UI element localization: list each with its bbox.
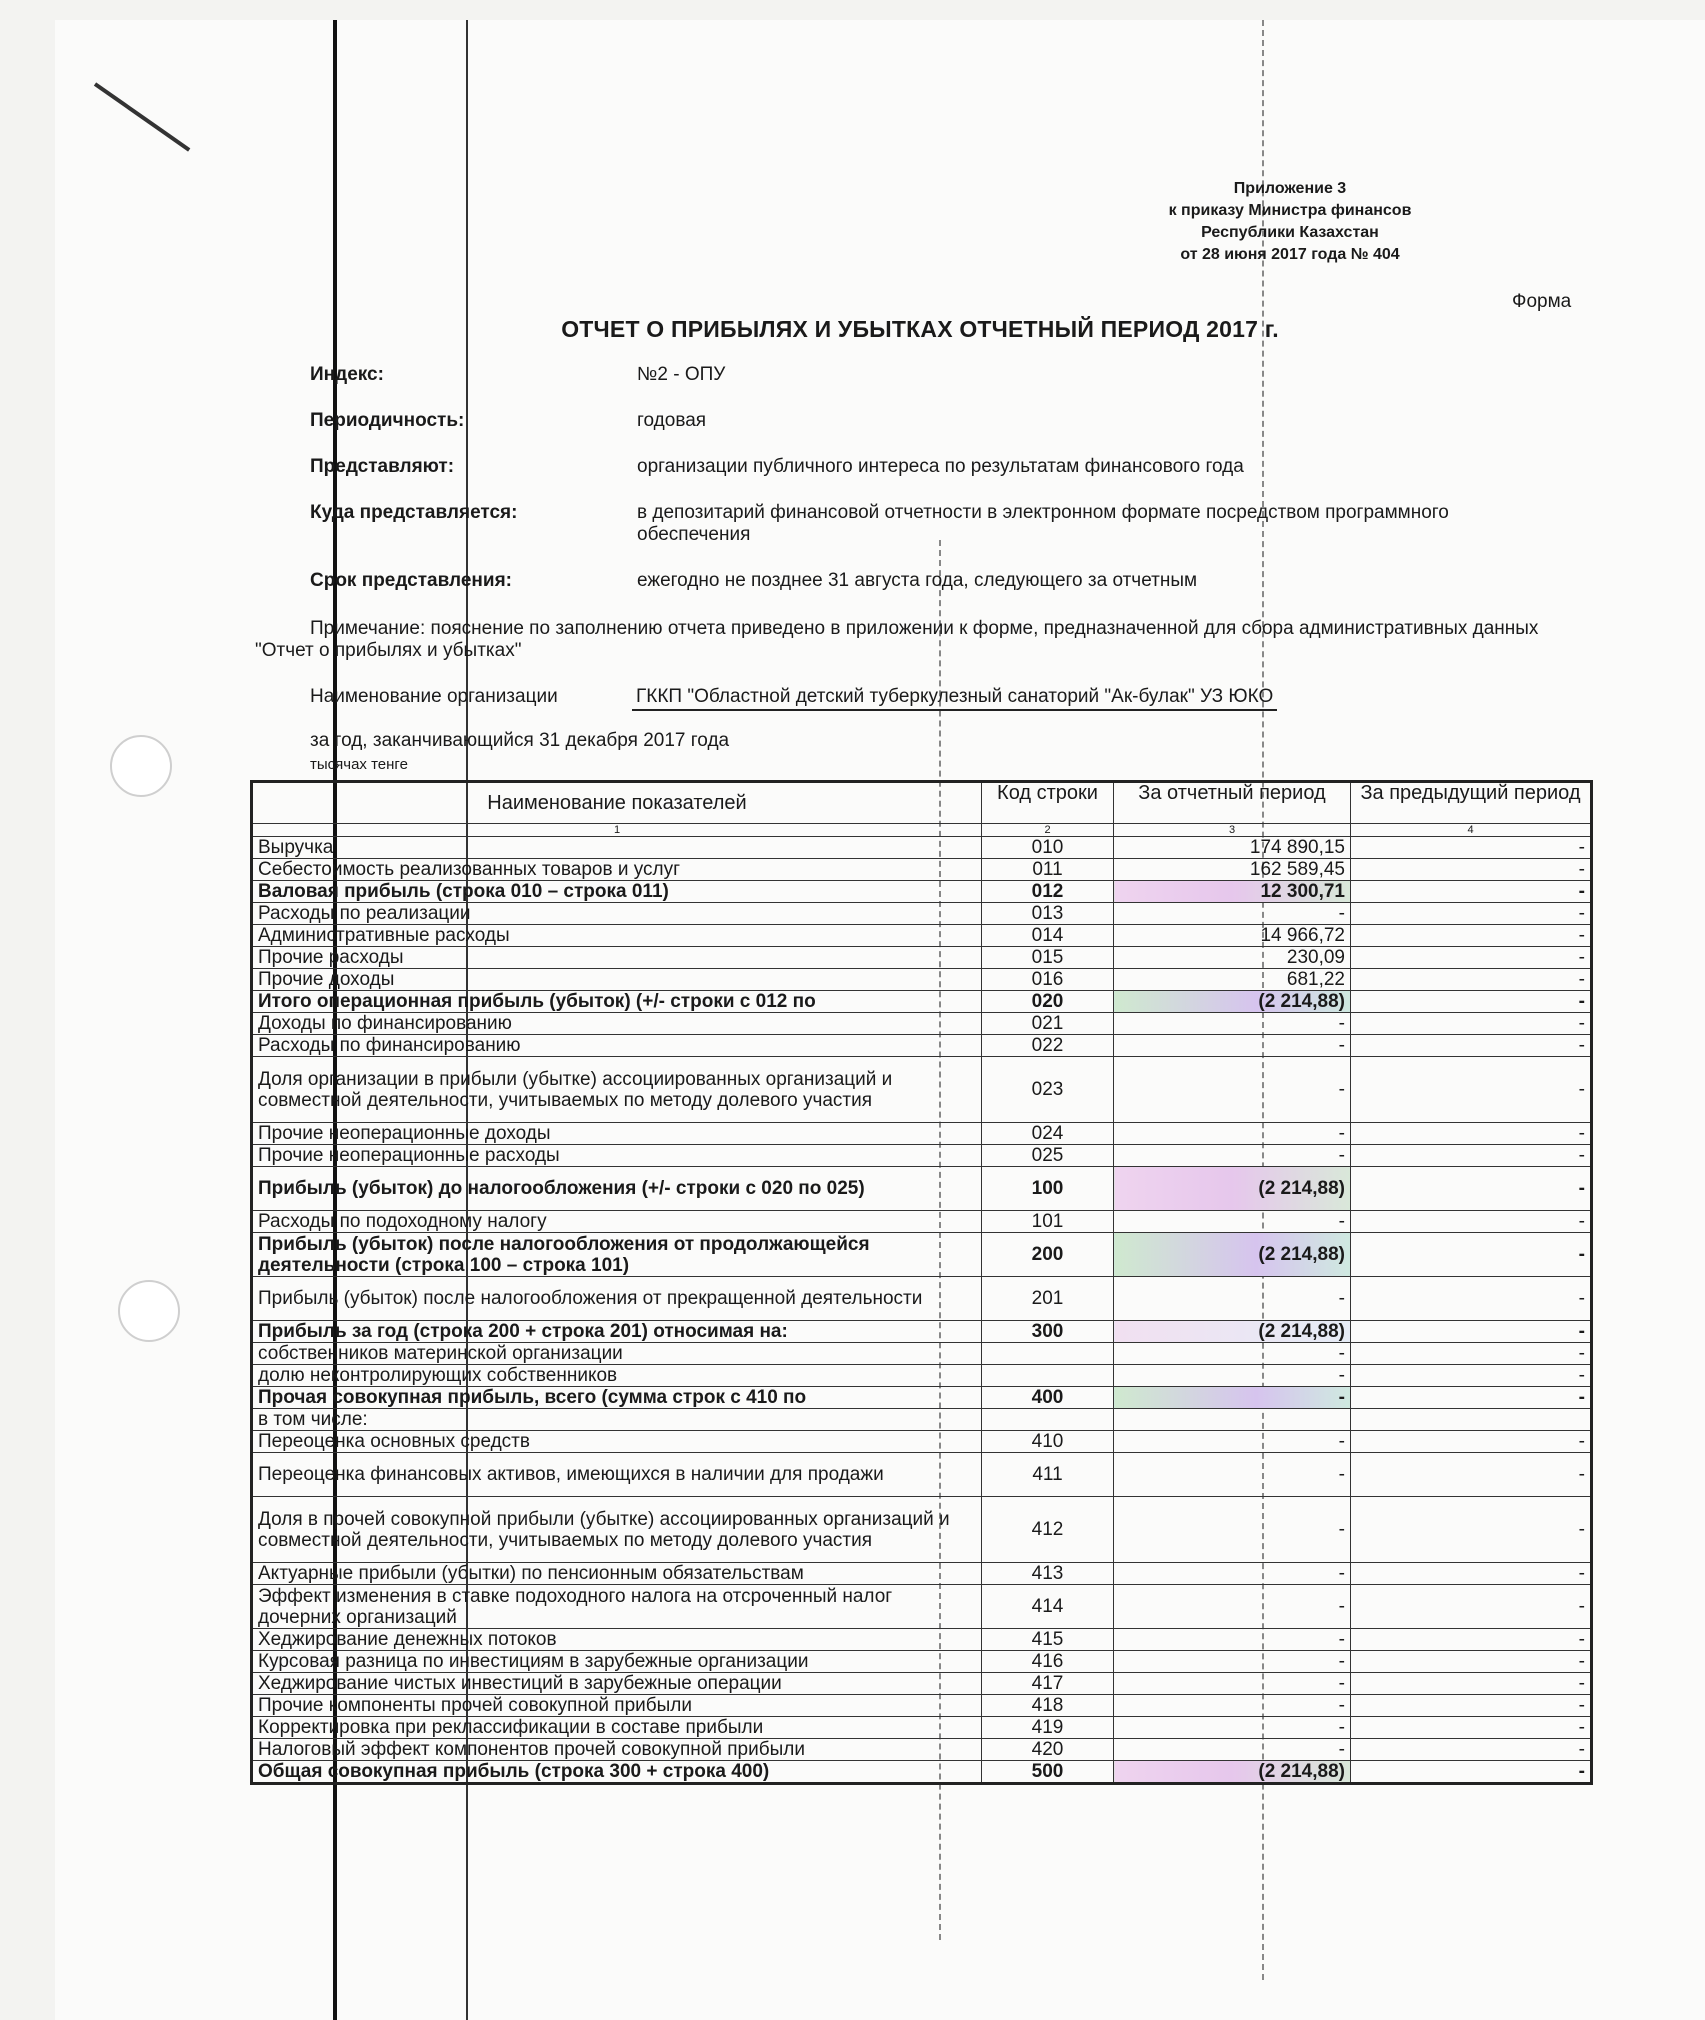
row-name: Расходы по подоходному налогу bbox=[252, 1211, 982, 1233]
row-code: 023 bbox=[982, 1057, 1114, 1123]
row-previous-value: - bbox=[1351, 1717, 1592, 1739]
table-row bbox=[252, 1035, 1592, 1057]
table-row bbox=[252, 1211, 1592, 1233]
periodicity-value: годовая bbox=[637, 410, 707, 431]
row-previous-value: - bbox=[1351, 837, 1592, 859]
table-row bbox=[252, 1233, 1592, 1277]
table-row bbox=[252, 1321, 1592, 1343]
header-current: За отчетный период bbox=[1114, 782, 1351, 824]
table-row bbox=[252, 881, 1592, 903]
row-current-value: - bbox=[1114, 1057, 1351, 1123]
row-previous-value: - bbox=[1351, 1343, 1592, 1365]
row-code bbox=[982, 1343, 1114, 1365]
header-name: Наименование показателей bbox=[252, 782, 982, 824]
row-name: Расходы по финансированию bbox=[252, 1035, 982, 1057]
row-previous-value: - bbox=[1351, 1365, 1592, 1387]
row-name: Доля в прочей совокупной прибыли (убытке) ассоциированных организаций и совместной деятельности, учитываемых по методу долевого участия bbox=[252, 1497, 982, 1563]
table-row bbox=[252, 1409, 1592, 1431]
index-value: №2 - ОПУ bbox=[637, 364, 726, 385]
row-previous-value: - bbox=[1351, 859, 1592, 881]
table-row bbox=[252, 1123, 1592, 1145]
submitters-value: организации публичного интереса по результатам финансового года bbox=[637, 456, 1244, 477]
row-current-value: - bbox=[1114, 1453, 1351, 1497]
row-current-value: - bbox=[1114, 1035, 1351, 1057]
col-number: 3 bbox=[1114, 824, 1351, 837]
row-name: Расходы по реализации bbox=[252, 903, 982, 925]
punch-hole-bottom bbox=[118, 1280, 180, 1342]
row-current-value: - bbox=[1114, 1145, 1351, 1167]
appendix-reference bbox=[1050, 178, 1530, 266]
row-code: 410 bbox=[982, 1431, 1114, 1453]
row-previous-value: - bbox=[1351, 1453, 1592, 1497]
row-current-value: (2 214,88) bbox=[1114, 1233, 1351, 1277]
row-code: 417 bbox=[982, 1673, 1114, 1695]
table-row bbox=[252, 903, 1592, 925]
row-current-value: - bbox=[1114, 1013, 1351, 1035]
row-current-value: 162 589,45 bbox=[1114, 859, 1351, 881]
row-code: 411 bbox=[982, 1453, 1114, 1497]
row-current-value: 681,22 bbox=[1114, 969, 1351, 991]
row-code: 415 bbox=[982, 1629, 1114, 1651]
row-previous-value: - bbox=[1351, 1431, 1592, 1453]
row-name: Хеджирование денежных потоков bbox=[252, 1629, 982, 1651]
deadline-label: Срок представления: bbox=[310, 570, 513, 591]
row-code: 022 bbox=[982, 1035, 1114, 1057]
row-previous-value: - bbox=[1351, 1497, 1592, 1563]
row-name: Актуарные прибыли (убытки) по пенсионным обязательствам bbox=[252, 1563, 982, 1585]
row-name: Прочая совокупная прибыль, всего (сумма строк с 410 по bbox=[252, 1387, 982, 1409]
table-row bbox=[252, 1145, 1592, 1167]
row-current-value: - bbox=[1114, 1343, 1351, 1365]
row-previous-value: - bbox=[1351, 1035, 1592, 1057]
row-current-value: - bbox=[1114, 1717, 1351, 1739]
row-code: 400 bbox=[982, 1387, 1114, 1409]
table-row bbox=[252, 991, 1592, 1013]
table-row bbox=[252, 1717, 1592, 1739]
index-label: Индекс: bbox=[310, 364, 384, 385]
row-previous-value: - bbox=[1351, 1563, 1592, 1585]
table-row bbox=[252, 837, 1592, 859]
row-previous-value: - bbox=[1351, 1761, 1592, 1784]
table-row bbox=[252, 969, 1592, 991]
row-previous-value: - bbox=[1351, 1057, 1592, 1123]
row-current-value: - bbox=[1114, 1365, 1351, 1387]
row-previous-value: - bbox=[1351, 1739, 1592, 1761]
row-previous-value: - bbox=[1351, 1321, 1592, 1343]
punch-hole-top bbox=[110, 735, 172, 797]
row-name: Корректировка при реклассификации в составе прибыли bbox=[252, 1717, 982, 1739]
row-code: 413 bbox=[982, 1563, 1114, 1585]
row-previous-value: - bbox=[1351, 903, 1592, 925]
row-previous-value: - bbox=[1351, 881, 1592, 903]
table-row bbox=[252, 1497, 1592, 1563]
row-code: 420 bbox=[982, 1739, 1114, 1761]
row-previous-value: - bbox=[1351, 991, 1592, 1013]
row-previous-value: - bbox=[1351, 947, 1592, 969]
appendix-line-4: от 28 июня 2017 года № 404 bbox=[1180, 246, 1400, 263]
row-name: Переоценка основных средств bbox=[252, 1431, 982, 1453]
row-code: 416 bbox=[982, 1651, 1114, 1673]
row-current-value: (2 214,88) bbox=[1114, 991, 1351, 1013]
table-row bbox=[252, 1277, 1592, 1321]
row-previous-value bbox=[1351, 1409, 1592, 1431]
row-name: собственников материнской организации bbox=[252, 1343, 982, 1365]
report-table bbox=[250, 780, 1593, 1785]
row-name: Прочие неоперационные доходы bbox=[252, 1123, 982, 1145]
row-name: в том числе: bbox=[252, 1409, 982, 1431]
row-name: Прочие компоненты прочей совокупной прибыли bbox=[252, 1695, 982, 1717]
row-code bbox=[982, 1365, 1114, 1387]
row-code: 418 bbox=[982, 1695, 1114, 1717]
row-name: Итого операционная прибыль (убыток) (+/- строки с 012 по bbox=[252, 991, 982, 1013]
row-code: 500 bbox=[982, 1761, 1114, 1784]
row-name: Курсовая разница по инвестициям в зарубежные организации bbox=[252, 1651, 982, 1673]
row-code: 020 bbox=[982, 991, 1114, 1013]
row-name: Прибыль (убыток) до налогообложения (+/- строки с 020 по 025) bbox=[252, 1167, 982, 1211]
row-name: долю неконтролирующих собственников bbox=[252, 1365, 982, 1387]
row-name: Прочие доходы bbox=[252, 969, 982, 991]
table-row bbox=[252, 1563, 1592, 1585]
org-name: ГККП "Областной детский туберкулезный санаторий "Ак-булак" УЗ ЮКО bbox=[632, 686, 1277, 711]
row-name: Прибыль (убыток) после налогообложения от продолжающейся деятельности (строка 100 – строка 101) bbox=[252, 1233, 982, 1277]
table-row bbox=[252, 1673, 1592, 1695]
row-previous-value: - bbox=[1351, 1123, 1592, 1145]
table-row bbox=[252, 859, 1592, 881]
row-code: 419 bbox=[982, 1717, 1114, 1739]
table-row bbox=[252, 1761, 1592, 1784]
org-label: Наименование организации bbox=[310, 686, 558, 707]
row-current-value: - bbox=[1114, 1673, 1351, 1695]
appendix-line-1: Приложение 3 bbox=[1233, 180, 1347, 197]
col-number: 2 bbox=[982, 824, 1114, 837]
row-previous-value: - bbox=[1351, 1233, 1592, 1277]
row-name: Переоценка финансовых активов, имеющихся в наличии для продажи bbox=[252, 1453, 982, 1497]
table-row bbox=[252, 1013, 1592, 1035]
col-number: 4 bbox=[1351, 824, 1592, 837]
row-current-value: 14 966,72 bbox=[1114, 925, 1351, 947]
row-current-value: - bbox=[1114, 1739, 1351, 1761]
row-code: 300 bbox=[982, 1321, 1114, 1343]
row-name: Прочие неоперационные расходы bbox=[252, 1145, 982, 1167]
row-name: Себестоимость реализованных товаров и услуг bbox=[252, 859, 982, 881]
report-body bbox=[252, 837, 1592, 1784]
table-row bbox=[252, 1057, 1592, 1123]
deadline-value: ежегодно не позднее 31 августа года, следующего за отчетным bbox=[637, 570, 1198, 591]
row-code: 013 bbox=[982, 903, 1114, 925]
row-code: 414 bbox=[982, 1585, 1114, 1629]
row-name: Хеджирование чистых инвестиций в зарубежные операции bbox=[252, 1673, 982, 1695]
row-current-value bbox=[1114, 1409, 1351, 1431]
row-name: Прочие расходы bbox=[252, 947, 982, 969]
where-label: Куда представляется: bbox=[310, 502, 518, 523]
row-code: 412 bbox=[982, 1497, 1114, 1563]
row-current-value: - bbox=[1114, 1211, 1351, 1233]
row-current-value: - bbox=[1114, 1563, 1351, 1585]
row-current-value: - bbox=[1114, 1585, 1351, 1629]
row-previous-value: - bbox=[1351, 1629, 1592, 1651]
row-name: Прибыль за год (строка 200 + строка 201) относимая на: bbox=[252, 1321, 982, 1343]
row-name: Доля организации в прибыли (убытке) ассоциированных организаций и совместной деятельности, учитываемых по методу долевого участия bbox=[252, 1057, 982, 1123]
table-row bbox=[252, 925, 1592, 947]
table-row bbox=[252, 1167, 1592, 1211]
row-previous-value: - bbox=[1351, 1387, 1592, 1409]
row-previous-value: - bbox=[1351, 925, 1592, 947]
table-row bbox=[252, 947, 1592, 969]
row-name: Налоговый эффект компонентов прочей совокупной прибыли bbox=[252, 1739, 982, 1761]
row-code: 024 bbox=[982, 1123, 1114, 1145]
row-code: 010 bbox=[982, 837, 1114, 859]
row-current-value: (2 214,88) bbox=[1114, 1321, 1351, 1343]
row-previous-value: - bbox=[1351, 1211, 1592, 1233]
table-row bbox=[252, 1387, 1592, 1409]
table-row bbox=[252, 1629, 1592, 1651]
row-previous-value: - bbox=[1351, 1277, 1592, 1321]
row-current-value: (2 214,88) bbox=[1114, 1167, 1351, 1211]
header-previous: За предыдущий период bbox=[1351, 782, 1592, 824]
row-current-value: - bbox=[1114, 1123, 1351, 1145]
row-name: Выручка bbox=[252, 837, 982, 859]
note-text: Примечание: пояснение по заполнению отчета приведено в приложении к форме, предназначенной для сбора административных данных "Отчет о прибылях и убытках" bbox=[255, 618, 1539, 661]
appendix-line-2: к приказу Министра финансов bbox=[1168, 202, 1412, 219]
row-previous-value: - bbox=[1351, 1145, 1592, 1167]
row-current-value: - bbox=[1114, 1651, 1351, 1673]
table-row bbox=[252, 1365, 1592, 1387]
row-name: Валовая прибыль (строка 010 – строка 011) bbox=[252, 881, 982, 903]
table-row bbox=[252, 1739, 1592, 1761]
row-previous-value: - bbox=[1351, 1013, 1592, 1035]
row-previous-value: - bbox=[1351, 1673, 1592, 1695]
row-code: 015 bbox=[982, 947, 1114, 969]
row-previous-value: - bbox=[1351, 1167, 1592, 1211]
row-name: Прибыль (убыток) после налогообложения от прекращенной деятельности bbox=[252, 1277, 982, 1321]
row-current-value: - bbox=[1114, 903, 1351, 925]
periodicity-label: Периодичность: bbox=[310, 410, 465, 431]
row-current-value: - bbox=[1114, 1277, 1351, 1321]
table-row bbox=[252, 1453, 1592, 1497]
row-current-value: 174 890,15 bbox=[1114, 837, 1351, 859]
where-value: в депозитарий финансовой отчетности в электронном формате посредством программного обеспечения bbox=[637, 502, 1449, 545]
row-current-value: - bbox=[1114, 1387, 1351, 1409]
table-row bbox=[252, 1431, 1592, 1453]
row-current-value: 12 300,71 bbox=[1114, 881, 1351, 903]
row-code: 201 bbox=[982, 1277, 1114, 1321]
row-name: Доходы по финансированию bbox=[252, 1013, 982, 1035]
period-text: за год, заканчивающийся 31 декабря 2017 года bbox=[310, 730, 730, 751]
row-name: Эффект изменения в ставке подоходного налога на отсроченный налог дочерних организаций bbox=[252, 1585, 982, 1629]
row-previous-value: - bbox=[1351, 969, 1592, 991]
table-row bbox=[252, 1585, 1592, 1629]
row-current-value: - bbox=[1114, 1695, 1351, 1717]
table-row bbox=[252, 1651, 1592, 1673]
form-label: Форма bbox=[1512, 291, 1572, 312]
document-title: ОТЧЕТ О ПРИБЫЛЯХ И УБЫТКАХ ОТЧЕТНЫЙ ПЕРИОД 2017 г. bbox=[561, 316, 1279, 342]
row-current-value: - bbox=[1114, 1431, 1351, 1453]
appendix-line-3: Республики Казахстан bbox=[1201, 224, 1379, 241]
row-name: Административные расходы bbox=[252, 925, 982, 947]
row-code: 025 bbox=[982, 1145, 1114, 1167]
row-code bbox=[982, 1409, 1114, 1431]
row-current-value: - bbox=[1114, 1629, 1351, 1651]
row-previous-value: - bbox=[1351, 1585, 1592, 1629]
units-text: тысячах тенге bbox=[310, 756, 408, 773]
header-code: Код строки bbox=[982, 782, 1114, 824]
table-row bbox=[252, 1343, 1592, 1365]
row-code: 200 bbox=[982, 1233, 1114, 1277]
row-previous-value: - bbox=[1351, 1695, 1592, 1717]
row-code: 021 bbox=[982, 1013, 1114, 1035]
row-code: 100 bbox=[982, 1167, 1114, 1211]
row-current-value: (2 214,88) bbox=[1114, 1761, 1351, 1784]
row-code: 012 bbox=[982, 881, 1114, 903]
row-previous-value: - bbox=[1351, 1651, 1592, 1673]
row-name: Общая совокупная прибыль (строка 300 + строка 400) bbox=[252, 1761, 982, 1784]
col-number: 1 bbox=[252, 824, 982, 837]
row-code: 011 bbox=[982, 859, 1114, 881]
row-code: 014 bbox=[982, 925, 1114, 947]
row-code: 016 bbox=[982, 969, 1114, 991]
row-current-value: - bbox=[1114, 1497, 1351, 1563]
row-current-value: 230,09 bbox=[1114, 947, 1351, 969]
table-row bbox=[252, 1695, 1592, 1717]
submitters-label: Представляют: bbox=[310, 456, 455, 477]
row-code: 101 bbox=[982, 1211, 1114, 1233]
